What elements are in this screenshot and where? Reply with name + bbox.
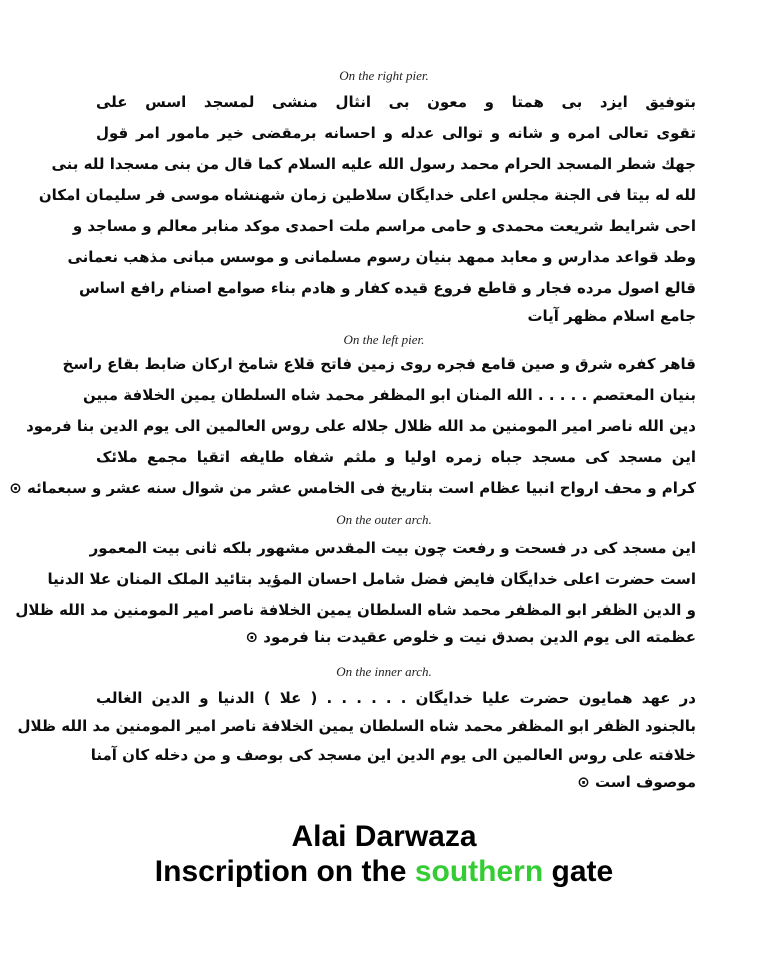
outer-arch-line-3: و الدین الظفر ابو المظفر محمد شاه السلطان یمین الخلافة ناصر امیر المومنین مد الله ظلال [15,601,696,619]
right-pier-line-7: قالع اصول مرده فجار و قاطع فروع قیده کفار و هادم بناء صوامع اصنام رافع اساس [78,279,696,297]
right-pier-line-5: احی شرایط شریعت محمدی و حامی مراسم ملت احمدی موکد منابر معالم و مساجد و [72,217,696,235]
caption-title: Alai Darwaza [291,820,477,853]
inner-arch-line-1: در عهد همایون حضرت علیا خدایگان . . . . . . ( علا ) الدنیا و الدین الغالب [96,689,696,707]
right-pier-line-3: جهك شطر المسجد الحرام محمد رسول الله علیه السلام كما قال من بنی مسجدا لله بنی [51,155,696,173]
right-pier-line-8: جامع اسلام مظهر آیات [527,307,696,325]
outer-arch-line-4: عظمته الی یوم الدین بصدق نیت و خلوص عقیدت بنا فرمود ⊙ [245,628,696,646]
caption-subtitle-highlight: southern [414,855,544,888]
inner-arch-line-2: بالجنود الظفر ابو المظفر محمد شاه السلطان یمین الخلافة ناصر امیر المومنین مد الله ظلال [17,717,696,735]
right-pier-line-2: تقوی تعالی امره و شانه و توالی عدله و احسانه برمقضی خیر مامور امر قول [96,124,696,142]
section-title-left-pier: On the left pier. [343,332,425,347]
left-pier-line-2: بنیان المعتصم . . . . . الله المنان ابو المظفر محمد شاه السلطان یمین الخلافة مبین [83,386,696,404]
outer-arch-line-2: است حضرت اعلی خدایگان فایض فضل شامل احسان المؤید بتائید الملک المنان علا الدنیا [47,570,696,588]
caption-subtitle [0,855,768,889]
section-title-inner-arch: On the inner arch. [336,664,432,679]
left-pier-line-1: قاهر کفره شرق و صین قامع فجره روی زمین فاتح قلاع شامخ ارکان ضابط بقاع راسخ [62,355,696,373]
right-pier-line-1: بتوفیق ایزد بی همتا و معون بی انثال منشی لمسجد اسس علی [96,93,696,111]
outer-arch-line-1: این مسجد کی در فسحت و رفعت چون بیت المقدس مشهور بلکه ثانی بیت المعمور [89,539,696,557]
section-title-right-pier: On the right pier. [339,68,429,83]
caption-subtitle-prefix: Inscription on the [154,855,407,888]
section-title-outer-arch: On the outer arch. [336,512,432,527]
right-pier-line-6: وطد قواعد مدارس و معابد ممهد بنیان رسوم مسلمانی و موسس مبانی مذهب نعمانی [67,248,696,266]
left-pier-line-4: این مسجد کی مسجد جباه زمره اولیا و ملثم شفاه طایفه اتقیا مجمع ملائک [96,448,696,466]
inner-arch-line-4: موصوف است ⊙ [577,773,696,791]
left-pier-line-5: کرام و محف ارواح انبیا عظام است بتاریخ فی الخامس عشر من شوال سنه عشر و سبعمائه ⊙ [9,479,696,497]
left-pier-line-3: دین الله ناصر امیر المومنین مد الله ظلال جلاله علی روس العالمین الی یوم الدین بنا فرمود [26,417,696,435]
caption-subtitle-suffix: gate [551,855,614,888]
right-pier-line-4: لله له بیتا فی الجنة مجلس اعلی خدایگان سلاطین زمان شهنشاه موسی فر سلیمان امکان [38,186,696,204]
inner-arch-line-3: خلافته علی روس العالمین الی یوم الدین این مسجد کی بوصف و من دخله کان آمنا [90,746,696,764]
